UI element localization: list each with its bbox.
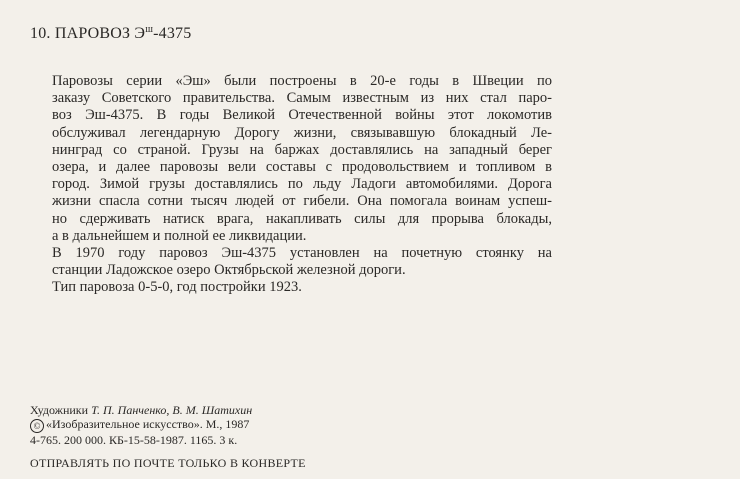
- card-title: [30, 24, 191, 43]
- text-line: В 1970 году паровоз Эш-4375 установлен на почетную стоянку на: [52, 245, 552, 262]
- text-line: станции Ладожское озеро Октябрьской железной дороги.: [52, 262, 406, 279]
- artists-line: [30, 403, 252, 417]
- print-info: 4-765. 200 000. КБ-15-58-1987. 1165. 3 к.: [30, 433, 238, 447]
- copyright-icon: ©: [30, 419, 44, 433]
- publisher-line: [30, 417, 252, 433]
- text-line: заказу Советского правительства. Самым известным из них стал паро-: [52, 90, 552, 107]
- text-line: нинград со страной. Грузы на баржах доставлялись на западный берег: [52, 141, 552, 158]
- artists-label: Художники: [30, 403, 89, 417]
- text-line: Паровозы серии «Эш» были построены в 20-е годы в Швеции по: [52, 73, 552, 89]
- text-line: но сдерживать натиск врага, накапливать силы для прорыва блокады,: [52, 210, 552, 227]
- title-series-superscript: ш: [145, 24, 154, 35]
- text-line: а в дальнейшем и полной ее ликвидации.: [52, 227, 307, 244]
- title-number: 10.: [30, 25, 51, 42]
- text-line: Тип паровоза 0-5-0, год постройки 1923.: [52, 279, 302, 296]
- paragraph-history: [32, 73, 552, 245]
- title-series-letter: Э: [134, 25, 146, 42]
- text-line: воз Эш-4375. В годы Великой Отечественной войны этот локомотив: [52, 107, 552, 124]
- title-series-number: -4375: [153, 25, 192, 42]
- paragraph-type: [32, 279, 552, 296]
- publisher-text: «Изобразительное искусство». М., 1987: [46, 417, 250, 431]
- text-line: жизни спасла сотни тысяч людей от гибели. Она помогала воинам успеш-: [52, 193, 552, 210]
- text-line: озера, и далее паровозы вели составы с продовольствием и топливом в: [52, 159, 552, 176]
- mailing-notice: ОТПРАВЛЯТЬ ПО ПОЧТЕ ТОЛЬКО В КОНВЕРТЕ: [30, 456, 306, 470]
- imprint: [30, 403, 252, 447]
- description-text: [32, 73, 552, 297]
- text-line: обслуживал легендарную Дорогу жизни, связывавшую блокадный Ле-: [52, 124, 552, 141]
- paragraph-monument: [32, 245, 552, 279]
- title-word: ПАРОВОЗ: [54, 25, 131, 42]
- text-line: город. Зимой грузы доставлялись по льду Ладоги автомобилями. Дорога: [52, 176, 552, 193]
- artists-names: Т. П. Панченко, В. М. Шатихин: [91, 403, 253, 417]
